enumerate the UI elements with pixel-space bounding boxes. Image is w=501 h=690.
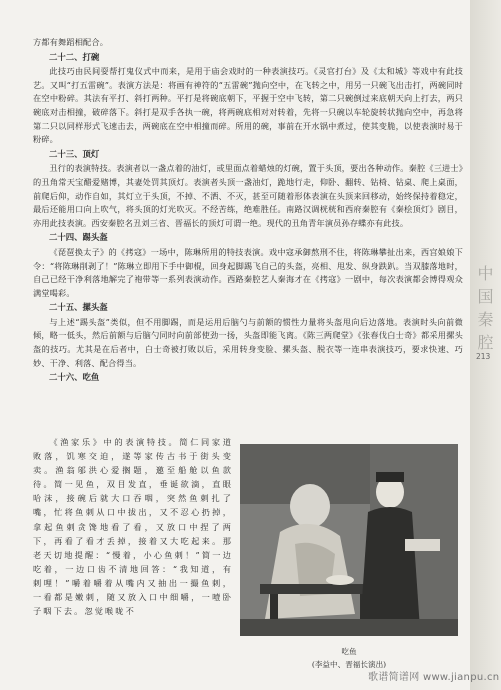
section-26-paragraph: 《渔家乐》中的表演特技。简仁同家道败落，饥寒交迫，遂等家传古书于街头变卖。渔翁邬洪心爱搁题，邀至船舱以鱼款待。简一见鱼，双目发直，垂诞欲滴，直眼哈沫，接碗后就大口吞咽，突然鱼刺扎了嘴，忙将鱼刺从口中拔出，又不忍心扔掉，拿起鱼刺贪馋地看了看，又放口中捏了两下，再看了看才丢掉，接着又大吃起来。那老天切地提醒：“慢着，小心鱼刺！”简一边吃着，一边口齿不清地回答：“我知道，有刺哩！”嚼着嚼着从嘴内又抽出一撮鱼刺，一看都是嫩刺，随又放入口中细嚼，一噎卧子咽下去。忽觉喉咙不 <box>33 437 233 617</box>
intro-line: 方都有舞蹈相配合。 <box>33 37 109 47</box>
photo-caption-title: 吃鱼 <box>341 647 357 656</box>
section-25-paragraph: 与上述“踢头盔”类似，但不用脚踢，而是运用后脑勺与前额的惯性力量将头盔甩向后边落地。表演时头向前微倾，略一低头，然后前额与后脑勺同时向前部使劲一扬，头盔即能飞离。《陈三两爬堂》《张春伐白士奇》都采用摞头盔的技巧。尤其是在后者中，白士奇被打败以后，采用转身变脸、摞头盔、脱衣等一连串表演技巧，要求快速、巧妙、干净、利落、配合得当。 <box>33 316 463 368</box>
section-heading-23: 二十三、顶灯 <box>49 148 100 159</box>
section-heading-26: 二十六、吃鱼 <box>49 372 100 383</box>
book-side-title <box>473 262 498 354</box>
section-heading-22: 二十二、打碗 <box>49 51 100 62</box>
section-23-paragraph: 丑行的表演特技。表演者以一盏点着的油灯，或里面点着蜡烛的灯碗，置于头顶，要出各种动作。秦腔《三进士》的丑角常天宝醋爱赌博，其妻处罚其顶灯。表演者头顶一盏油灯，跪地行走，仰卧、翻转、钻椅、钻桌、爬上桌面，前爬后仰，动作自如，其灯立于头顶，不掉、不洒、不灭，甚至可随着形体表演在头顶来回移动，始终保持着稳定，最后还能用口向上吹气，将头顶的灯光吹灭。不经苦练，绝难胜任。南路汉调桄桄和西府秦腔有《秦桧顶灯》剧目，亦用此技表演。西安秦腔名丑刘三省、晋福长的顶灯可谓一绝。现代的丑角青年演员孙存蝶亦有此技。 <box>33 163 463 228</box>
section-heading-24: 二十四、踢头盔 <box>49 232 108 243</box>
side-title-char: 腔 <box>477 333 494 352</box>
page-number: 213 <box>476 352 491 361</box>
side-title-char: 中 <box>477 264 494 283</box>
section-26-text-block <box>33 435 233 618</box>
footer-watermark: 歌谱简谱网 www.jianpu.cn <box>368 672 500 683</box>
section-24-paragraph: 《琵琶换太子》的《拷寇》一场中，陈琳所用的特技表演。戏中寇承御熬刑不住，将陈琳攀扯出来，西宫娘娘下令：“将陈琳削剥了！”陈琳立即用下手中御棍，回身起脚踢飞自己的头盔，亮相、甩发、纵身跌趴。当双膝落地时，自己已经干净利落地解完了袍带等一系列表演动作。西路秦腔艺人秦海才在《拷寇》一剧中，每次表演都会博得观众满堂喝彩。 <box>33 246 463 298</box>
section-heading-25: 二十五、摞头盔 <box>49 302 108 313</box>
stage-photo-image <box>240 444 458 636</box>
side-title-char: 秦 <box>477 310 494 329</box>
section-22-paragraph: 此技巧由民间耍帮打鬼仪式中而来，是用于庙会戏时的一种表演技巧。《灵官打台》及《太和城》等戏中有此技艺。又叫“打五雷碗”。表演方法是：将画有神符的“五雷碗”抛向空中，在飞转之中，用另一只碗飞出击打，两碗同时在空中粉碎。其法有平打、斜打两种。平打是将碗底朝下，平握于空中飞转，第二只碗倒过来底朝天向上打去，两只碗底对击相撞，破碎落下。斜打是双手各执一碗，将两碗底相对对转着，先将一只碗以车轮旋转状抛向空中，再急将第二只以同样形式飞速击去，两碗底在空中相撞而碎。所用的碗，事前在开水锅中煮过，使其变脆，以使表演时易于粉碎。 <box>33 66 463 145</box>
stage-photo <box>240 444 458 636</box>
side-title-char: 国 <box>477 287 494 306</box>
main-text-column <box>33 36 463 386</box>
photo-caption-credit: (李益中、晋福长演出) <box>311 660 387 669</box>
